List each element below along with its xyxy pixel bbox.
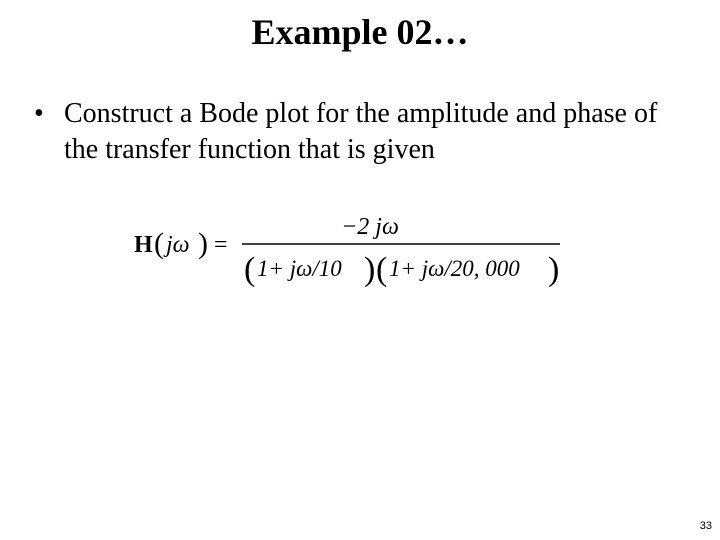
denominator-close-paren-2: ) [548, 251, 560, 288]
bullet-symbol: • [34, 98, 44, 129]
equation-lhs-open-paren: ( [154, 227, 164, 260]
equation-lhs-h: H [134, 232, 153, 258]
slide-number: 33 [699, 520, 712, 532]
denominator-open-paren-1: ( [244, 251, 256, 288]
equation-equals: = [214, 232, 228, 258]
equation-numerator: −2 jω [341, 214, 399, 240]
denominator-close-paren-1: ) [364, 251, 376, 288]
denominator-term-2: 1+ jω/20, 000 [389, 256, 520, 281]
slide-title: Example 02… [251, 12, 469, 52]
transfer-function-equation [130, 206, 570, 296]
bullet-item [34, 96, 674, 168]
denominator-term-1: 1+ jω/10 [257, 256, 342, 281]
bullet-text: Construct a Bode plot for the amplitude and phase of the transfer function that is given [64, 98, 658, 165]
equation-lhs-argument: jω [166, 232, 190, 258]
denominator-open-paren-2: ( [376, 251, 388, 288]
equation-lhs-close-paren: ) [198, 227, 208, 260]
